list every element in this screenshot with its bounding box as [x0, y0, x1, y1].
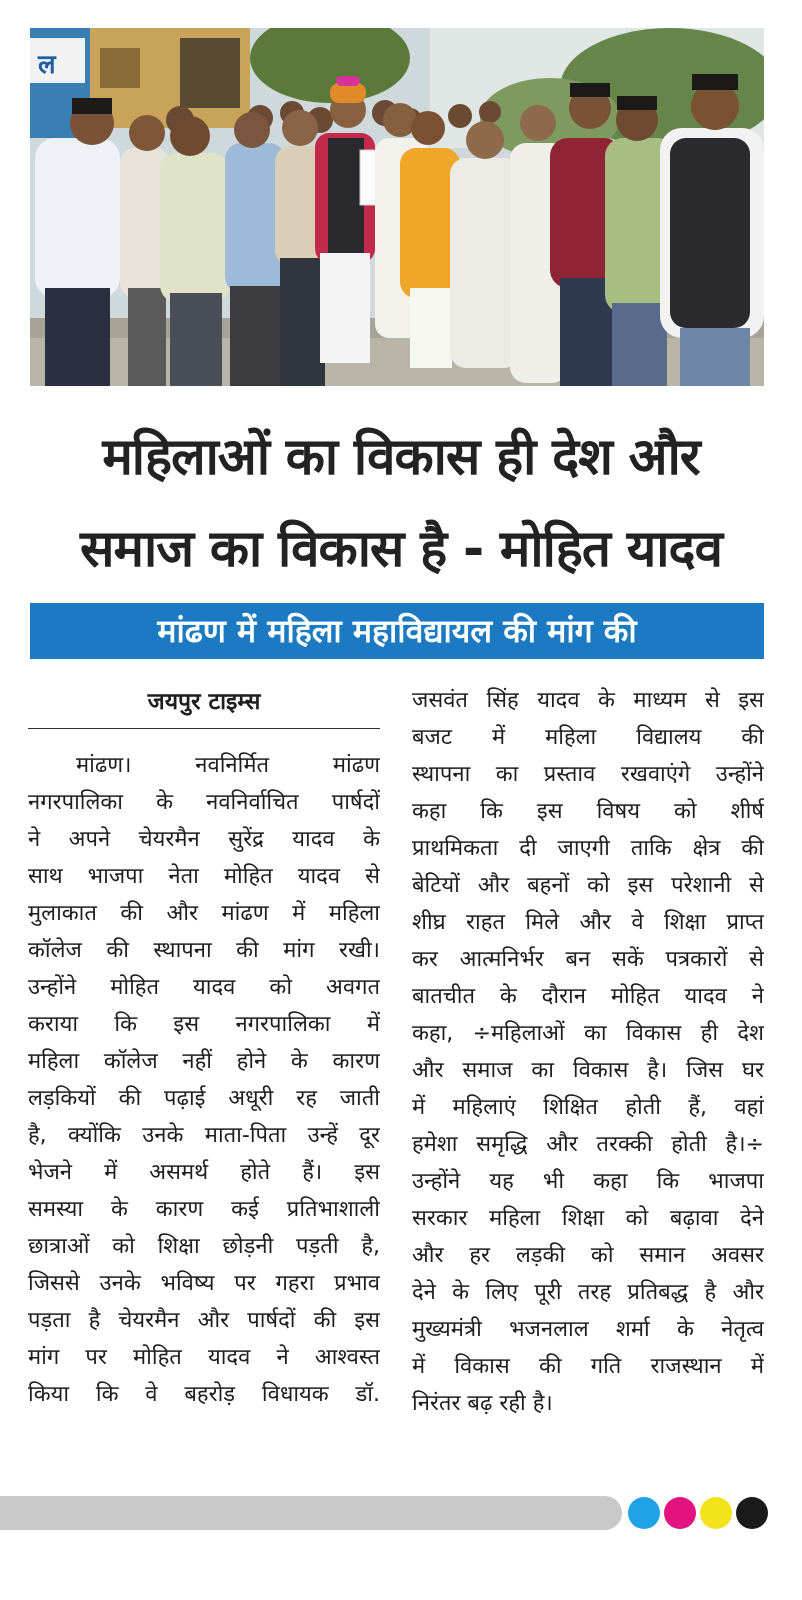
text-line: निरंतर बढ़ रही है। [412, 1391, 553, 1416]
headline-line-2: समाज का विकास है - मोहित यादव [80, 520, 722, 579]
text-line: नगरपालिका के नवनिर्वाचित पार्षदों [28, 790, 380, 815]
yellow-registration-dot [700, 1497, 732, 1529]
text-line: समस्या के कारण कई प्रतिभाशाली [28, 1197, 380, 1222]
text-line: और समाज का विकास है। जिस घर [412, 1058, 764, 1083]
text-line: स्थापना का प्रस्ताव रखवाएंगे उन्होंने [412, 762, 764, 787]
text-line: ने अपने चेयरमैन सुरेंद्र यादव के [28, 827, 380, 852]
news-photo [30, 28, 764, 386]
text-line: में महिलाएं शिक्षित होती हैं, वहां [412, 1095, 764, 1120]
text-line: मांग पर मोहित यादव ने आश्वस्त [28, 1345, 380, 1370]
text-line: पड़ता है चेयरमैन और पार्षदों की इस [28, 1308, 380, 1333]
text-line: भेजने में असमर्थ होते हैं। इस [28, 1160, 380, 1185]
text-line: बेटियों और बहनों को इस परेशानी से [412, 873, 764, 898]
magenta-registration-dot [664, 1497, 696, 1529]
text-line: सरकार महिला शिक्षा को बढ़ावा देने [412, 1206, 764, 1231]
text-line: कॉलेज की स्थापना की मांग रखी। [28, 938, 380, 963]
text-line: उन्होंने यह भी कहा कि भाजपा [412, 1169, 764, 1194]
text-line: किया कि वे बहरोड़ विधायक डॉ. [28, 1382, 380, 1407]
text-line: कहा, ÷महिलाओं का विकास ही देश [412, 1021, 764, 1046]
text-line: कराया कि इस नगरपालिका में [28, 1012, 380, 1037]
text-line: हमेशा समृद्धि और तरक्की होती है।÷ [412, 1132, 764, 1157]
text-line: मुलाकात की और मांढण में महिला [28, 901, 380, 926]
text-line: लड़कियों की पढ़ाई अधूरी रह जाती [28, 1086, 380, 1111]
text-line: कहा कि इस विषय को शीर्ष [412, 799, 764, 824]
headline [20, 412, 782, 596]
article-column-right [412, 682, 764, 1422]
text-line: प्राथमिकता दी जाएगी ताकि क्षेत्र की [412, 836, 764, 861]
text-line: कर आत्मनिर्भर बन सकें पत्रकारों से [412, 947, 764, 972]
footer-bar [0, 1496, 622, 1530]
subheadline-band: मांढण में महिला महाविद्यायल की मांग की [30, 603, 764, 659]
text-line: छात्राओं को शिक्षा छोड़नी पड़ती है, [28, 1234, 380, 1259]
headline-line-1: महिलाओं का विकास ही देश और [102, 428, 700, 487]
text-line: शीघ्र राहत मिले और वे शिक्षा प्राप्त [412, 910, 764, 935]
text-line: बजट में महिला विद्यालय की [412, 725, 764, 750]
text-line: में विकास की गति राजस्थान में [412, 1354, 764, 1379]
cyan-registration-dot [628, 1497, 660, 1529]
byline: जयपुर टाइम्स [28, 680, 380, 729]
black-registration-dot [736, 1497, 768, 1529]
text-line: महिला कॉलेज नहीं होने के कारण [28, 1049, 380, 1074]
text-line: और हर लड़की को समान अवसर [412, 1243, 764, 1268]
group-photo-illustration [30, 28, 764, 386]
text-line: है, क्योंकि उनके माता-पिता उन्हें दूर [28, 1123, 380, 1148]
text-line: उन्होंने मोहित यादव को अवगत [28, 975, 380, 1000]
text-line: साथ भाजपा नेता मोहित यादव से [28, 864, 380, 889]
text-line: मांढण। नवनिर्मित मांढण [76, 753, 380, 778]
shop-sign-text: ल [38, 50, 56, 80]
text-line: बातचीत के दौरान मोहित यादव ने [412, 984, 764, 1009]
text-line: जिससे उनके भविष्य पर गहरा प्रभाव [28, 1271, 380, 1296]
article-column-left [28, 680, 380, 1413]
text-line: मुख्यमंत्री भजनलाल शर्मा के नेतृत्व [412, 1317, 764, 1342]
text-line: जसवंत सिंह यादव के माध्यम से इस [412, 688, 764, 713]
text-line: देने के लिए पूरी तरह प्रतिबद्ध है और [412, 1280, 764, 1305]
